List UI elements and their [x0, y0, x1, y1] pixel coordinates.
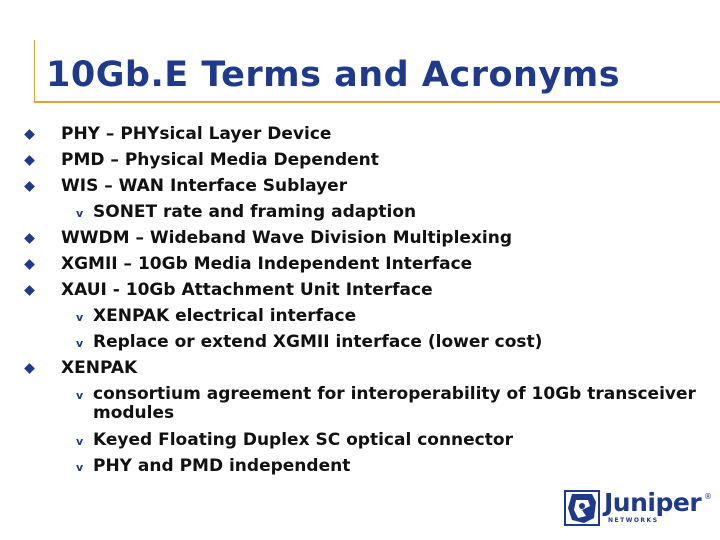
- diamond-bullet-icon: [24, 233, 35, 244]
- bullet-text: WIS – WAN Interface Sublayer: [61, 176, 348, 196]
- bullet-item: [0, 355, 720, 381]
- juniper-logo: [564, 490, 714, 534]
- sub-bullet-text: Replace or extend XGMII interface (lower cost): [93, 332, 543, 352]
- diamond-bullet-icon: [24, 129, 35, 140]
- bullet-text: PHY – PHYsical Layer Device: [61, 124, 332, 144]
- bullet-item: [0, 251, 720, 277]
- v-bullet-icon: v: [76, 207, 84, 220]
- diamond-bullet-icon: [24, 155, 35, 166]
- juniper-mark-icon: [564, 490, 600, 526]
- sub-bullet-text: modules: [93, 403, 175, 423]
- diamond-bullet-icon: [24, 363, 35, 374]
- sub-bullet-item: [0, 329, 720, 355]
- sub-bullet-item: [0, 427, 720, 453]
- sub-bullet-text: Keyed Floating Duplex SC optical connector: [93, 430, 513, 450]
- sub-bullet-item: [0, 199, 720, 225]
- title-accent-vertical-line: [34, 40, 35, 102]
- bullet-item: [0, 277, 720, 303]
- bullet-item: [0, 225, 720, 251]
- sub-bullet-text: PHY and PMD independent: [93, 456, 351, 476]
- v-bullet-icon: v: [76, 461, 84, 474]
- bullet-item: [0, 121, 720, 147]
- diamond-bullet-icon: [24, 181, 35, 192]
- title-underline: [34, 101, 720, 103]
- sub-bullet-text: SONET rate and framing adaption: [93, 202, 417, 222]
- sub-bullet-text: consortium agreement for interoperability of 10Gb transceiver: [93, 384, 696, 404]
- bullet-text: WWDM – Wideband Wave Division Multiplexing: [61, 228, 513, 248]
- sub-bullet-text: XENPAK electrical interface: [93, 306, 357, 326]
- slide-title: 10Gb.E Terms and Acronyms: [46, 55, 621, 95]
- bullet-text: XAUI - 10Gb Attachment Unit Interface: [61, 280, 433, 300]
- bullet-item: [0, 147, 720, 173]
- sub-bullet-item: [0, 453, 720, 479]
- sub-bullet-continuation: [0, 403, 720, 423]
- bullet-text: PMD – Physical Media Dependent: [61, 150, 379, 170]
- v-bullet-icon: v: [76, 311, 84, 324]
- v-bullet-icon: v: [76, 389, 84, 402]
- bullet-list: [0, 121, 720, 479]
- v-bullet-icon: v: [76, 435, 84, 448]
- v-bullet-icon: v: [76, 337, 84, 350]
- sub-bullet-item: [0, 303, 720, 329]
- logo-subtitle: NETWORKS: [608, 517, 659, 524]
- bullet-item: [0, 173, 720, 199]
- registered-mark: ®: [704, 492, 712, 501]
- diamond-bullet-icon: [24, 285, 35, 296]
- bullet-text: XENPAK: [61, 358, 138, 378]
- diamond-bullet-icon: [24, 259, 35, 270]
- logo-wordmark: Juniper: [604, 488, 702, 517]
- bullet-text: XGMII – 10Gb Media Independent Interface: [61, 254, 473, 274]
